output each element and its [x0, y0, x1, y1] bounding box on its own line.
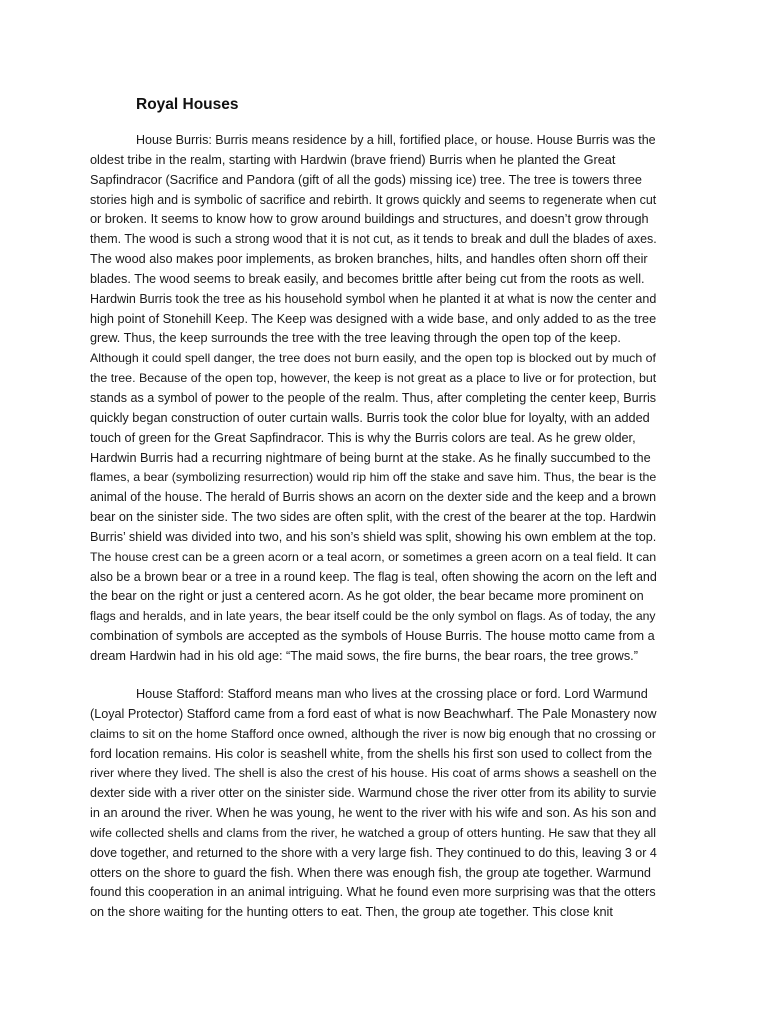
paragraph-line: House Stafford: Stafford means man who lives at the crossing place or ford. Lord Warmund [136, 687, 648, 701]
paragraph-line: stories high and is symbolic of sacrifice and rebirth. It grows quickly and seems to regenerate when cut [90, 192, 657, 207]
paragraph-line: dream Hardwin had in his old age: “The maid sows, the fire burns, the bear roars, the tree grows.” [90, 648, 638, 663]
paragraph-line: ford location remains. His color is seashell white, from the shells his first son used to collect from the [90, 746, 653, 761]
paragraph-line: in an around the river. When he was young, he went to the river with his wife and son. As his son and [90, 806, 657, 821]
paragraph-house-stafford [90, 685, 656, 923]
paragraph-line: The wood also makes poor implements, as broken branches, hilts, and handles often shorn off their [90, 252, 648, 267]
paragraph-line: Burris’ shield was divided into two, and his son’s shield was split, showing his own emblem at the top. [90, 529, 657, 544]
paragraph-line: flames, a bear (symbolizing resurrection) would rip him off the stake and save him. Thus, the bear is the [90, 470, 657, 485]
paragraph-line: river where they lived. The shell is also the crest of his house. His coat of arms shows a seashell on the [90, 766, 657, 781]
paragraph-line: the tree. Because of the open top, however, the keep is not great as a place to live or for protection, but [90, 371, 657, 386]
paragraph-line: found this cooperation in an animal intriguing. What he found even more surprising was that the otters [90, 885, 656, 900]
paragraph-line: dexter side with a river otter on the sinister side. Warmund chose the river otter from its ability to survie [90, 786, 657, 801]
paragraph-line: Although it could spell danger, the tree does not burn easily, and the open top is blocked out by much of [90, 351, 656, 366]
paragraph-line: bear on the sinister side. The two sides are often split, with the crest of the bearer at the top. Hardwin [90, 510, 657, 525]
paragraph-line: stands as a symbol of power to the people of the realm. Thus, after completing the center keep, Burris [90, 390, 657, 405]
paragraph-line: them. The wood is such a strong wood that it is not cut, as it tends to break and dull the blades of axes. [90, 232, 657, 247]
paragraph-line: House Burris: Burris means residence by a hill, fortified place, or house. House Burris was the [136, 133, 656, 147]
paragraph-line: touch of green for the Great Sapfindracor. This is why the Burris colors are teal. As he grew older, [90, 430, 636, 445]
paragraph-line: Hardwin Burris had a recurring nightmare of being burnt at the stake. As he finally succumbed to the [90, 450, 651, 465]
paragraph-line: wife collected shells and clams from the river, he watched a group of otters hunting. He saw that they all [90, 825, 657, 840]
paragraph-line: otters on the shore to guard the fish. When there was enough fish, the group ate together. Warmund [90, 865, 651, 880]
paragraph-line: the bear on the right or just a centered acorn. As he got older, the bear became more prominent on [90, 589, 644, 604]
paragraph-line: (Loyal Protector) Stafford came from a ford east of what is now Beachwharf. The Pale Monastery now [90, 706, 657, 721]
paragraph-line: animal of the house. The herald of Burris shows an acorn on the dexter side and the keep and a brown [90, 490, 657, 505]
paragraph-line: oldest tribe in the realm, starting with Hardwin (brave friend) Burris when he planted the Great [90, 152, 616, 167]
paragraph-line: high point of Stonehill Keep. The Keep was designed with a wide base, and only added to as the tree [90, 311, 657, 326]
paragraph-line: on the shore waiting for the hunting otters to eat. Then, the group ate together. This close knit [90, 905, 613, 920]
paragraph-line: The house crest can be a green acorn or a teal acorn, or sometimes a green acorn on a teal field. It can [90, 549, 657, 564]
paragraph-line: Sapfindracor (Sacrifice and Pandora (gift of all the gods) missing ice) tree. The tree is towers three [90, 172, 642, 187]
paragraph-line: or broken. It seems to know how to grow around buildings and structures, and doesn’t grow through [90, 212, 649, 227]
paragraph-line: grew. Thus, the keep surrounds the tree with the tree leaving through the open top of the keep. [90, 331, 621, 346]
paragraph-line: also be a brown bear or a tree in a round keep. The flag is teal, often showing the acorn on the left and [90, 569, 657, 584]
paragraph-line: blades. The wood seems to break easily, and becomes brittle after being cut from the roots as well. [90, 271, 645, 286]
document-title: Royal Houses [136, 96, 239, 113]
paragraph-line: claims to sit on the home Stafford once owned, although the river is now big enough that no crossing or [90, 726, 656, 741]
paragraph-line: Hardwin Burris took the tree as his household symbol when he planted it at what is now the center and [90, 291, 657, 306]
paragraph-house-burris [90, 131, 656, 667]
paragraph-line: flags and heralds, and in late years, the bear itself could be the only symbol on flags. As of today, the any [90, 609, 656, 624]
paragraph-line: combination of symbols are accepted as the symbols of House Burris. The house motto came from a [90, 629, 655, 644]
paragraph-line: dove together, and returned to the shore with a very large fish. They continued to do this, leaving 3 or 4 [90, 845, 657, 860]
paragraph-line: quickly began construction of outer curtain walls. Burris took the color blue for loyalty, with an added [90, 410, 650, 425]
